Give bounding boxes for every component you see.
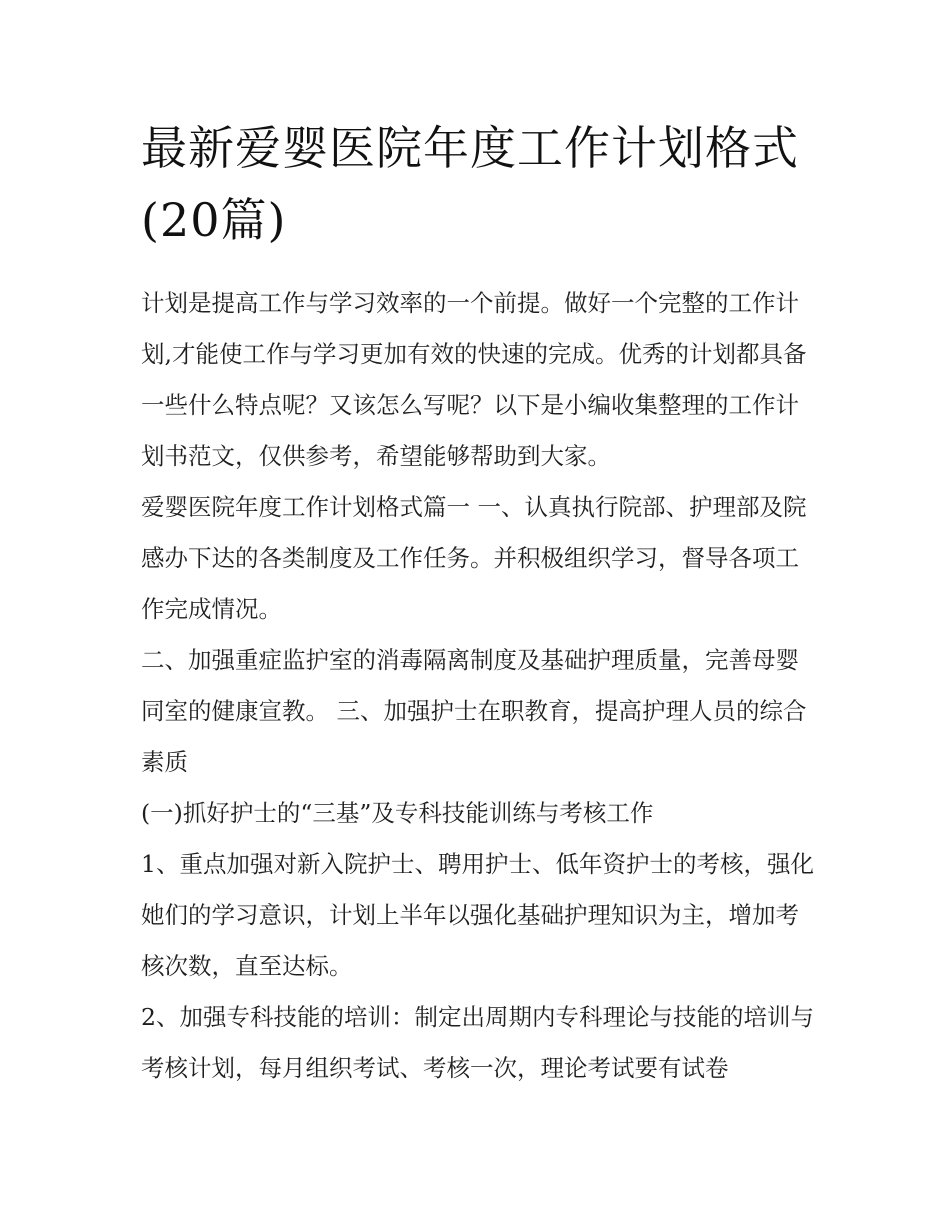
paragraph-item-1: 1、重点加强对新入院护士、聘用护士、低年资护士的考核，强化她们的学习意识，计划上半年以强化基础护理知识为主，增加考核次数，直至达标。 [141, 850, 814, 980]
paragraph-section-two-three: 二、加强重症监护室的消毒隔离制度及基础护理质量，完善母婴同室的健康宣教。 三、加强护士在职教育，提高护理人员的综合素质 [141, 646, 807, 776]
paragraph-item-2: 2、加强专科技能的培训：制定出周期内专科理论与技能的培训与考核计划，每月组织考试、考核一次，理论考试要有试卷 [141, 1003, 814, 1082]
paragraph-subheading-three-basics: (一)抓好护士的“三基”及专科技能训练与考核工作 [141, 799, 654, 827]
document-body [141, 112, 816, 1094]
paragraph-section-one: 爱婴医院年度工作计划格式篇一 一、认真执行院部、护理部及院感办下达的各类制度及工作任务。并积极组织学习，督导各项工作完成情况。 [141, 493, 807, 623]
document-title: 最新爱婴医院年度工作计划格式(20篇) [141, 121, 799, 247]
paragraph-intro: 计划是提高工作与学习效率的一个前提。做好一个完整的工作计划,才能使工作与学习更加有效的快速的完成。优秀的计划都具备一些什么特点呢？又该怎么写呢？以下是小编收集整理的工作计划书范文，仅供参考，希望能够帮助到大家。 [141, 289, 807, 470]
